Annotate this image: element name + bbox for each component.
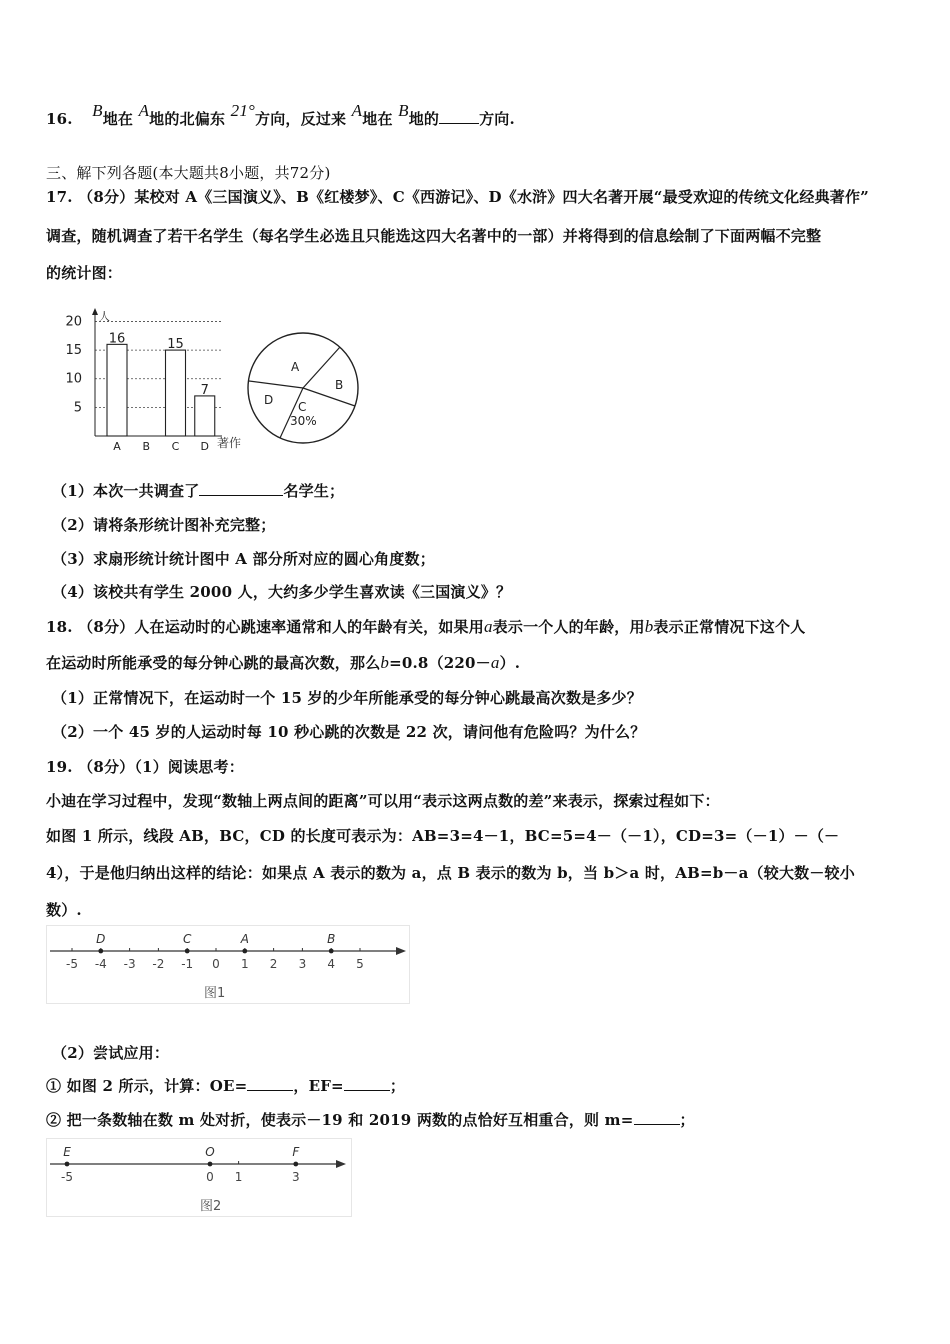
- q17-sub-2: （2）请将条形统计图补充完整；: [52, 516, 276, 534]
- answer-blank-ef[interactable]: [344, 1076, 390, 1091]
- point-label: A: [240, 932, 249, 946]
- q19-line-3: 如图 1 所示，线段 AB，BC，CD 的长度可表示为：AB=3=4－1，BC=5=4－（－1），CD=3=（－1）－（－: [46, 827, 840, 845]
- q19-line-2: 小迪在学习过程中，发现“数轴上两点间的距离”可以用“表示这两点数的差”来表示，探索过程如下：: [46, 792, 720, 810]
- tick-label: -5: [66, 957, 78, 971]
- q18-text: 表示正常情况下这个人: [653, 618, 806, 636]
- x-tick-label: B: [142, 440, 151, 453]
- bar-yticks: [65, 314, 82, 415]
- tick-label: 0: [212, 957, 220, 971]
- q19-sub-2: （2）尝试应用：: [52, 1044, 170, 1062]
- bar-D: [195, 396, 215, 436]
- q16-text: 方向，反过来: [255, 110, 347, 128]
- q16-text: 地在: [362, 110, 393, 128]
- y-axis-label: 人: [99, 310, 110, 323]
- q18-text: ）.: [499, 654, 521, 672]
- q19-line-5: 数）.: [46, 901, 82, 919]
- axis-arrow: [336, 1160, 346, 1168]
- section-heading: 三、解下列各题(本大题共8小题，共72分): [46, 164, 331, 182]
- y-tick-label: 15: [65, 343, 82, 359]
- q16-text: 地的北偏东: [149, 110, 226, 128]
- point-A: [242, 949, 247, 954]
- q19-line-1: 19. （8分）（1）阅读思考：: [46, 758, 244, 776]
- tick-label: -1: [181, 957, 194, 971]
- bar-A: [107, 344, 127, 436]
- figure-1-number-line: [46, 925, 410, 1005]
- y-axis-arrow: [92, 308, 98, 315]
- point-label: F: [292, 1145, 300, 1159]
- point-label: C: [183, 932, 192, 946]
- point-b: B: [398, 101, 409, 120]
- bar-data-label: 16: [108, 331, 126, 347]
- q18-text: 表示一个人的年龄，用: [492, 618, 645, 636]
- tick-label: 2: [269, 957, 278, 971]
- pie-chart: [244, 330, 364, 448]
- axis-arrow: [396, 947, 406, 955]
- q17-line-1: 17. （8分）某校对 A《三国演义》、B《红楼梦》、C《西游记》、D《水浒》四大名著开展“最受欢迎的传统文化经典著作”: [46, 188, 870, 206]
- tick-label: 0: [206, 1170, 214, 1184]
- answer-blank[interactable]: [199, 481, 283, 496]
- pie-divider: [249, 381, 303, 388]
- point-C: [185, 949, 190, 954]
- q18-text: =0.8（220－: [389, 654, 491, 672]
- pie-label-b: B: [335, 378, 344, 392]
- q19-calc-text: ① 如图 2 所示，计算：OE=: [46, 1077, 248, 1095]
- point-B: [329, 949, 334, 954]
- figure-2-caption: 图2: [200, 1199, 222, 1214]
- var-b: b: [644, 617, 654, 636]
- point-F: [293, 1162, 298, 1167]
- x-tick-label: D: [200, 440, 209, 453]
- angle-value: 21°: [230, 101, 256, 120]
- var-a: a: [490, 653, 500, 672]
- q18-line-1: [46, 616, 805, 637]
- point-b: B: [92, 101, 103, 120]
- point-O: [208, 1162, 213, 1167]
- y-tick-label: 5: [73, 400, 82, 416]
- answer-blank-m[interactable]: [634, 1110, 680, 1125]
- q16-text: 方向.: [479, 110, 515, 128]
- y-tick-label: 20: [65, 314, 82, 330]
- bar-data-label: 7: [200, 382, 209, 398]
- q16-line: [46, 101, 515, 129]
- q19-calc-2: [46, 1109, 695, 1130]
- pie-label-c: C: [298, 400, 307, 414]
- q18-sub-1: （1）正常情况下，在运动时一个 15 岁的少年所能承受的每分钟心跳最高次数是多少？: [52, 689, 642, 707]
- bar-C: [166, 350, 186, 436]
- var-a: a: [483, 617, 493, 636]
- tick-label: 3: [291, 1170, 300, 1184]
- tick-label: 3: [298, 957, 307, 971]
- tick-label: -2: [152, 957, 165, 971]
- point-label: E: [63, 1145, 71, 1159]
- q16-number: 16.: [46, 110, 73, 128]
- pie-divider: [303, 388, 355, 406]
- x-tick-label: C: [171, 440, 180, 453]
- q19-line-4: 4），于是他归纳出这样的结论：如果点 A 表示的数为 a，点 B 表示的数为 b，当 b＞a 时，AB=b－a（较大数－较小: [46, 864, 855, 882]
- point-label: O: [205, 1145, 215, 1159]
- x-tick-label: A: [113, 440, 121, 453]
- q17-sub-4: （4）该校共有学生 2000 人，大约多少学生喜欢读《三国演义》？: [52, 583, 512, 601]
- point-label: D: [96, 932, 106, 946]
- bar-marks: [107, 331, 215, 453]
- tick-label: 5: [356, 957, 364, 971]
- q19-calc-text: ；: [679, 1111, 695, 1129]
- answer-blank-oe[interactable]: [247, 1076, 293, 1091]
- q16-text: 地的: [408, 110, 440, 128]
- figure-1-caption: 图1: [204, 986, 226, 1001]
- x-axis-label: 著作: [217, 436, 242, 450]
- point-label: B: [327, 932, 336, 946]
- q18-text: 在运动时所能承受的每分钟心跳的最高次数，那么: [46, 654, 381, 672]
- pie-annotation: 30%: [290, 414, 317, 428]
- q16-text: 地在: [102, 110, 134, 128]
- tick-label: 1: [240, 957, 249, 971]
- bar-chart: [52, 306, 252, 454]
- tick-label: 1: [234, 1170, 243, 1184]
- q19-calc-text: ；: [389, 1077, 406, 1095]
- q18-line-2: [46, 652, 520, 673]
- answer-blank[interactable]: [439, 109, 479, 124]
- tick-label: 4: [327, 957, 336, 971]
- q17-line-2: 调查，随机调查了若干名学生（每名学生必选且只能选这四大名著中的一部）并将得到的信息绘制了下面两幅不完整: [46, 227, 822, 245]
- q17-sub-1-text: 名学生；: [283, 482, 345, 500]
- tick-label: -3: [123, 957, 136, 971]
- pie-label-a: A: [291, 360, 300, 374]
- q18-text: 18. （8分）人在运动时的心跳速率通常和人的年龄有关，如果用: [46, 618, 484, 636]
- var-b: b: [380, 653, 390, 672]
- q18-sub-2: （2）一个 45 岁的人运动时每 10 秒心跳的次数是 22 次，请问他有危险吗？为什么？: [52, 723, 646, 741]
- figure-2-number-line: [46, 1138, 352, 1218]
- tick-label: -5: [61, 1170, 73, 1184]
- bar-data-label: 15: [167, 337, 184, 353]
- q17-line-3: 的统计图：: [46, 264, 123, 282]
- pie-label-d: D: [264, 393, 274, 407]
- q17-sub-1-text: （1）本次一共调查了: [52, 482, 200, 500]
- point-a: A: [138, 101, 150, 120]
- tick-label: -4: [94, 957, 107, 971]
- y-tick-label: 10: [65, 371, 82, 387]
- q19-calc-text: ② 把一条数轴在数 m 处对折，使表示－19 和 2019 两数的点恰好互相重合，则 m=: [46, 1111, 634, 1129]
- point-D: [98, 949, 103, 954]
- figure-2-border: [47, 1139, 352, 1217]
- q19-calc-1: [46, 1075, 405, 1096]
- point-a: A: [351, 101, 363, 120]
- q17-sub-3: （3）求扇形统计统计图中 A 部分所对应的圆心角度数；: [52, 550, 435, 568]
- q17-sub-1: [52, 480, 344, 501]
- q19-calc-text: ，EF=: [293, 1077, 344, 1095]
- point-E: [65, 1162, 70, 1167]
